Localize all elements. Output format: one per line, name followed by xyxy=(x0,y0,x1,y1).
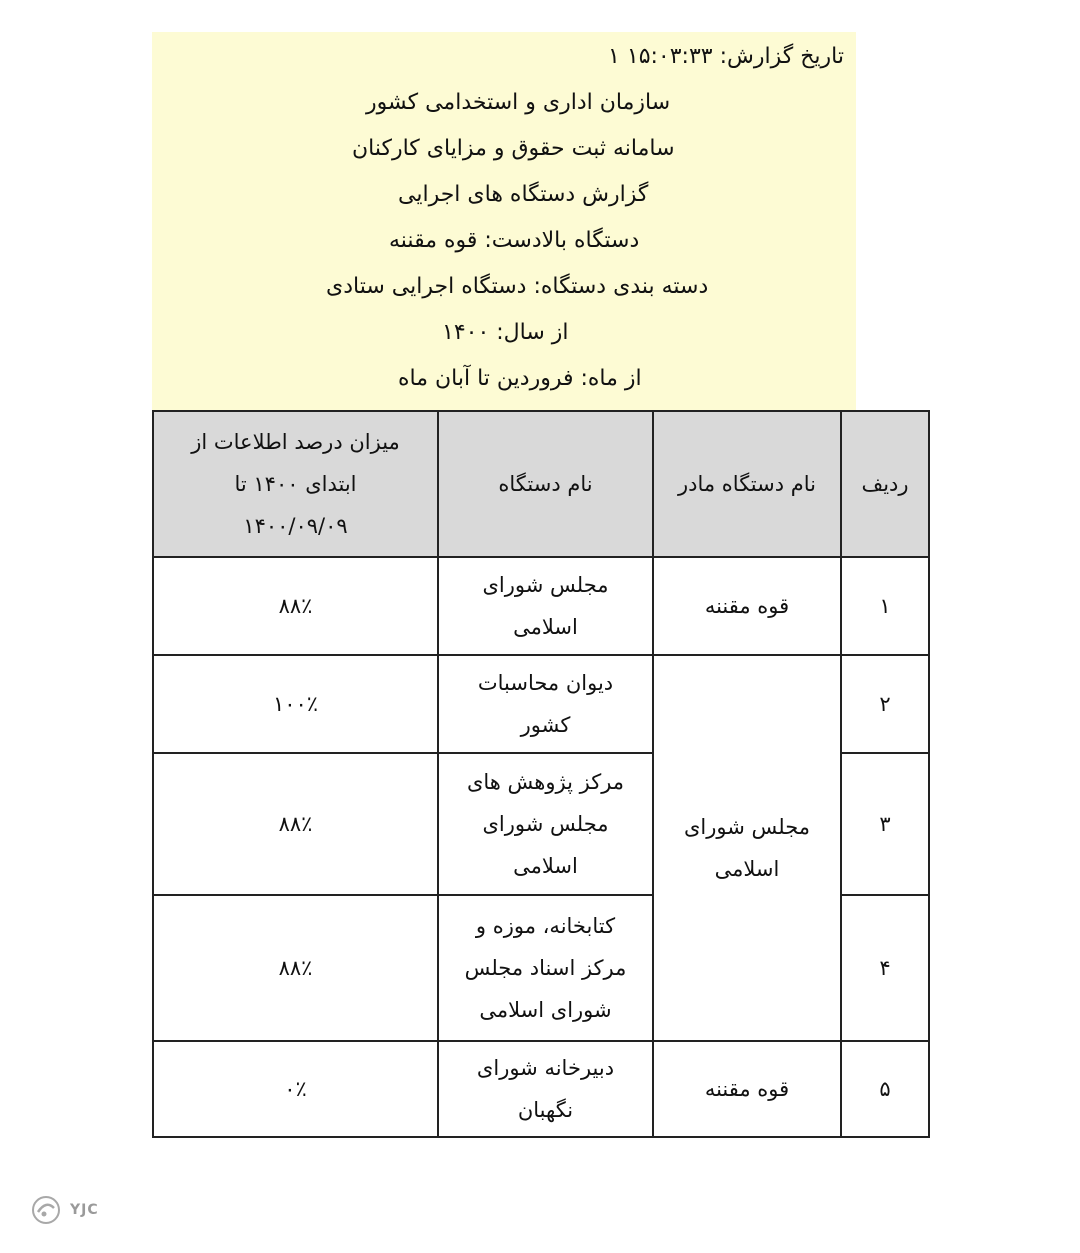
percent-cell: ۸۸٪ xyxy=(153,753,438,895)
agency-name-cell xyxy=(438,753,653,895)
percent-header-text: میزان درصد اطلاعات از ابتدای ۱۴۰۰ تا ۱۴۰۰/۰۹/۰۹ xyxy=(191,430,400,538)
report-header xyxy=(152,32,856,410)
system-name: سامانه ثبت حقوق و مزایای کارکنان xyxy=(352,136,675,161)
agency-name-cell xyxy=(438,895,653,1041)
row-number-cell: ۴ xyxy=(841,895,929,1041)
table-row xyxy=(153,1041,929,1137)
agency-category: دسته بندی دستگاه: دستگاه اجرایی ستادی xyxy=(326,274,709,299)
parent-agency-text: مجلس شورای اسلامی xyxy=(683,815,811,881)
report-months: از ماه: فروردین تا آبان ماه xyxy=(398,366,642,391)
parent-agency-cell xyxy=(653,655,841,1041)
report-table xyxy=(152,410,930,1138)
row-number-cell: ۲ xyxy=(841,655,929,753)
column-header-agency-name: نام دستگاه xyxy=(438,411,653,557)
agency-name-cell xyxy=(438,655,653,753)
agency-name-text: دبیرخانه شورای نگهبان xyxy=(476,1056,615,1122)
percent-cell: ۸۸٪ xyxy=(153,895,438,1041)
column-header-percent xyxy=(153,411,438,557)
row-number-cell: ۵ xyxy=(841,1041,929,1137)
agency-name-text: مرکز پژوهش های مجلس شورای اسلامی xyxy=(466,770,625,878)
report-title: گزارش دستگاه های اجرایی xyxy=(398,182,649,207)
agency-name-text: دیوان محاسبات کشور xyxy=(477,671,614,737)
agency-name-text: مجلس شورای اسلامی xyxy=(482,573,609,639)
agency-name-cell xyxy=(438,1041,653,1137)
watermark-text: YJC xyxy=(70,1202,99,1218)
parent-agency-cell: قوه مقننه xyxy=(653,557,841,655)
column-header-row-number: ردیف xyxy=(841,411,929,557)
percent-cell: ۱۰۰٪ xyxy=(153,655,438,753)
table-row xyxy=(153,557,929,655)
row-number-cell: ۳ xyxy=(841,753,929,895)
report-date: تاریخ گزارش: ۱۵:۰۳:۳۳ ۱ xyxy=(608,44,844,69)
agency-name-cell xyxy=(438,557,653,655)
table-header-row xyxy=(153,411,929,557)
parent-agency: دستگاه بالادست: قوه مقننه xyxy=(389,228,640,253)
yjc-logo-icon xyxy=(28,1192,64,1228)
row-number-cell: ۱ xyxy=(841,557,929,655)
report-year: از سال: ۱۴۰۰ xyxy=(442,320,569,345)
table-row xyxy=(153,655,929,753)
parent-agency-cell: قوه مقننه xyxy=(653,1041,841,1137)
watermark xyxy=(28,1192,108,1228)
organization-name: سازمان اداری و استخدامی کشور xyxy=(366,90,671,115)
agency-name-text: کتابخانه، موزه و مرکز اسناد مجلس شورای اسلامی xyxy=(464,914,627,1022)
percent-cell: ۰٪ xyxy=(153,1041,438,1137)
percent-cell: ۸۸٪ xyxy=(153,557,438,655)
column-header-parent-agency: نام دستگاه مادر xyxy=(653,411,841,557)
